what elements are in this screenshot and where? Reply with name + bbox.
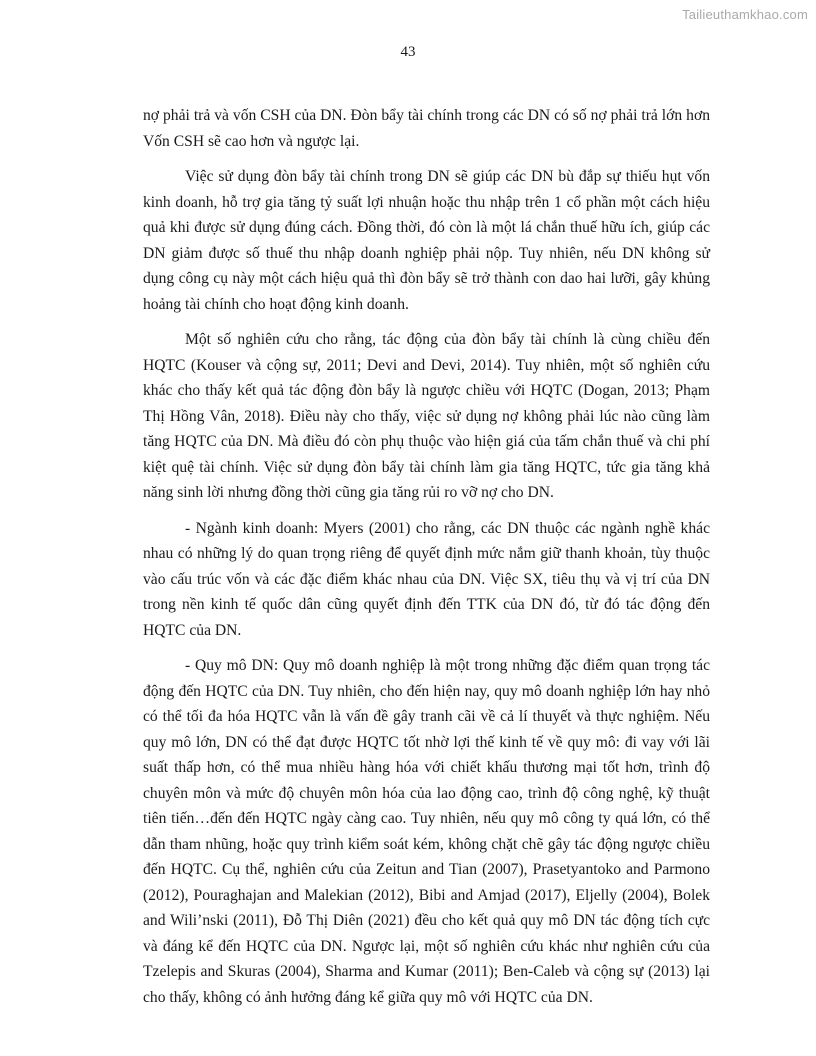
paragraph-3: Một số nghiên cứu cho rằng, tác động của đòn bẩy tài chính là cùng chiều đến HQTC (Kouser và cộng sự, 2011; Devi and Devi, 2014). Tuy nhiên, một số nghiên cứu khác cho thấy kết quả tác động đòn bẩy là ngược chiều với HQTC (Dogan, 2013; Phạm Thị Hồng Vân, 2018). Điều này cho thấy, việc sử dụng nợ không phải lúc nào cũng làm tăng HQTC của DN. Mà điều đó còn phụ thuộc vào hiện giá của tấm chắn thuế và chi phí kiệt quệ tài chính. Việc sử dụng đòn bẩy tài chính làm gia tăng HQTC, tức gia tăng khả năng sinh lời nhưng đồng thời cũng gia tăng rủi ro vỡ nợ cho DN. [143, 331, 710, 501]
paragraph-2: Việc sử dụng đòn bẩy tài chính trong DN sẽ giúp các DN bù đắp sự thiếu hụt vốn kinh doanh, hỗ trợ gia tăng tỷ suất lợi nhuận hoặc thu nhập trên 1 cổ phần một cách hiệu quả khi được sử dụng đúng cách. Đồng thời, đó còn là một lá chắn thuế hữu ích, giúp các DN giảm được số thuế thu nhập doanh nghiệp phải nộp. Tuy nhiên, nếu DN không sử dụng công cụ này một cách hiệu quả thì đòn bẩy sẽ trở thành con dao hai lưỡi, gây khủng hoảng tài chính cho hoạt động kinh doanh. [143, 168, 710, 313]
document-body [143, 103, 710, 1020]
watermark: Tailieuthamkhao.com [682, 7, 808, 22]
paragraph-5: - Quy mô DN: Quy mô doanh nghiệp là một trong những đặc điểm quan trọng tác động đến HQTC của DN. Tuy nhiên, cho đến hiện nay, quy mô doanh nghiệp lớn hay nhỏ có thể tối đa hóa HQTC vẫn là vấn đề gây tranh cãi về cả lí thuyết và thực nghiệm. Nếu quy mô lớn, DN có thể đạt được HQTC tốt nhờ lợi thế kinh tế về quy mô: đi vay với lãi suất thấp hơn, có thể mua nhiều hàng hóa với chiết khấu thương mại tốt hơn, trình độ chuyên môn và mức độ chuyên môn hóa của lao động cao, trình độ công nghệ, kỹ thuật tiên tiến…đến đến HQTC ngày càng cao. Tuy nhiên, nếu quy mô công ty quá lớn, có thể dẫn tham nhũng, hoặc quy trình kiểm soát kém, không chặt chẽ gây tác động ngược chiều đến HQTC. Cụ thể, nghiên cứu của Zeitun and Tian (2007), Prasetyantoko and Parmono (2012), Pouraghajan and Malekian (2012), Bibi and Amjad (2017), Eljelly (2004), Bolek and Wili’nski (2011), Đỗ Thị Diên (2021) đều cho kết quả quy mô DN tác động tích cực và đáng kể đến HQTC của DN. Ngược lại, một số nghiên cứu khác như nghiên cứu của Tzelepis and Skuras (2004), Sharma and Kumar (2011); Ben-Caleb và cộng sự (2013) lại cho thấy, không có ảnh hưởng đáng kể giữa quy mô với HQTC của DN. [143, 657, 710, 1006]
paragraph-4: - Ngành kinh doanh: Myers (2001) cho rằng, các DN thuộc các ngành nghề khác nhau có những lý do quan trọng riêng để quyết định mức nắm giữ thanh khoản, tùy thuộc vào cấu trúc vốn và các đặc điểm khác nhau của DN. Việc SX, tiêu thụ và vị trí của DN trong nền kinh tế quốc dân cũng quyết định đến TTK của DN đó, từ đó tác động đến HQTC của DN. [143, 519, 710, 639]
page-number: 43 [400, 44, 416, 60]
paragraph-1: nợ phải trả và vốn CSH của DN. Đòn bẩy tài chính trong các DN có số nợ phải trả lớn hơn Vốn CSH sẽ cao hơn và ngược lại. [143, 107, 710, 150]
